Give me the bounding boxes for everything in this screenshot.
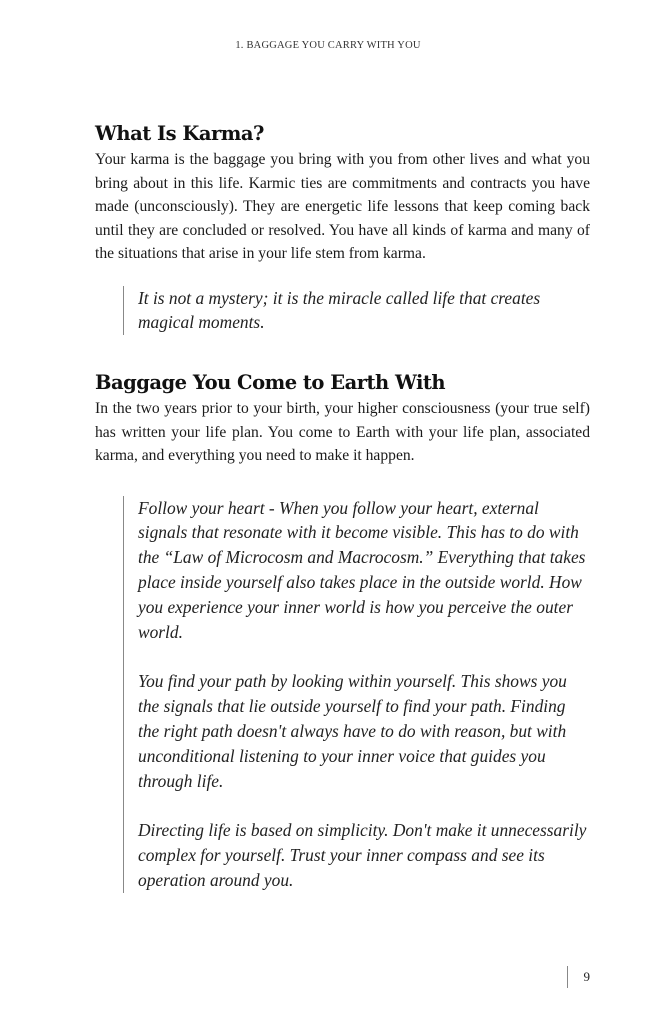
pull-quote-karma [123, 286, 590, 336]
running-header: 1. BAGGAGE YOU CARRY WITH YOU [235, 40, 421, 51]
body-paragraph-baggage: In the two years prior to your birth, your higher consciousness (your true self) has written your life plan. You come to Earth with your life plan, associated karma, and everything you need to make it happen. [95, 400, 590, 465]
quote-paragraph-find-path: You find your path by looking within yourself. This shows you the signals that lie outside yourself to find your path. Finding the right path doesn't always have to do with reason, but with unconditional listening to your inner voice that guides you through life. [138, 671, 567, 791]
section-heading-baggage: Baggage You Come to Earth With [95, 371, 446, 395]
body-paragraph-karma: Your karma is the baggage you bring with you from other lives and what you bring about in this life. Karmic ties are commitments and contracts you have made (unconsciously). They are energetic life lessons that keep coming back until they are concluded or resolved. You have all kinds of karma and many of the situations that arise in your life stem from karma. [95, 151, 590, 262]
quote-paragraph-follow-heart: Follow your heart - When you follow your heart, external signals that resonate with it become visible. This has to do with the “Law of Microcosm and Macrocosm.” Everything that takes place inside yourself also takes place in the outside world. How you experience your inner world is how you perceive the outer world. [138, 497, 586, 642]
page-number: 9 [567, 966, 591, 988]
quote-paragraph-simplicity: Directing life is based on simplicity. Don't make it unnecessarily complex for yourself. Trust your inner compass and see its operation around you. [138, 820, 587, 890]
section-heading-karma: What Is Karma? [95, 122, 264, 145]
page-content [95, 120, 590, 893]
quote-text: It is not a mystery; it is the miracle called life that creates magical moments. [138, 287, 541, 333]
pull-quote-baggage [123, 496, 590, 893]
